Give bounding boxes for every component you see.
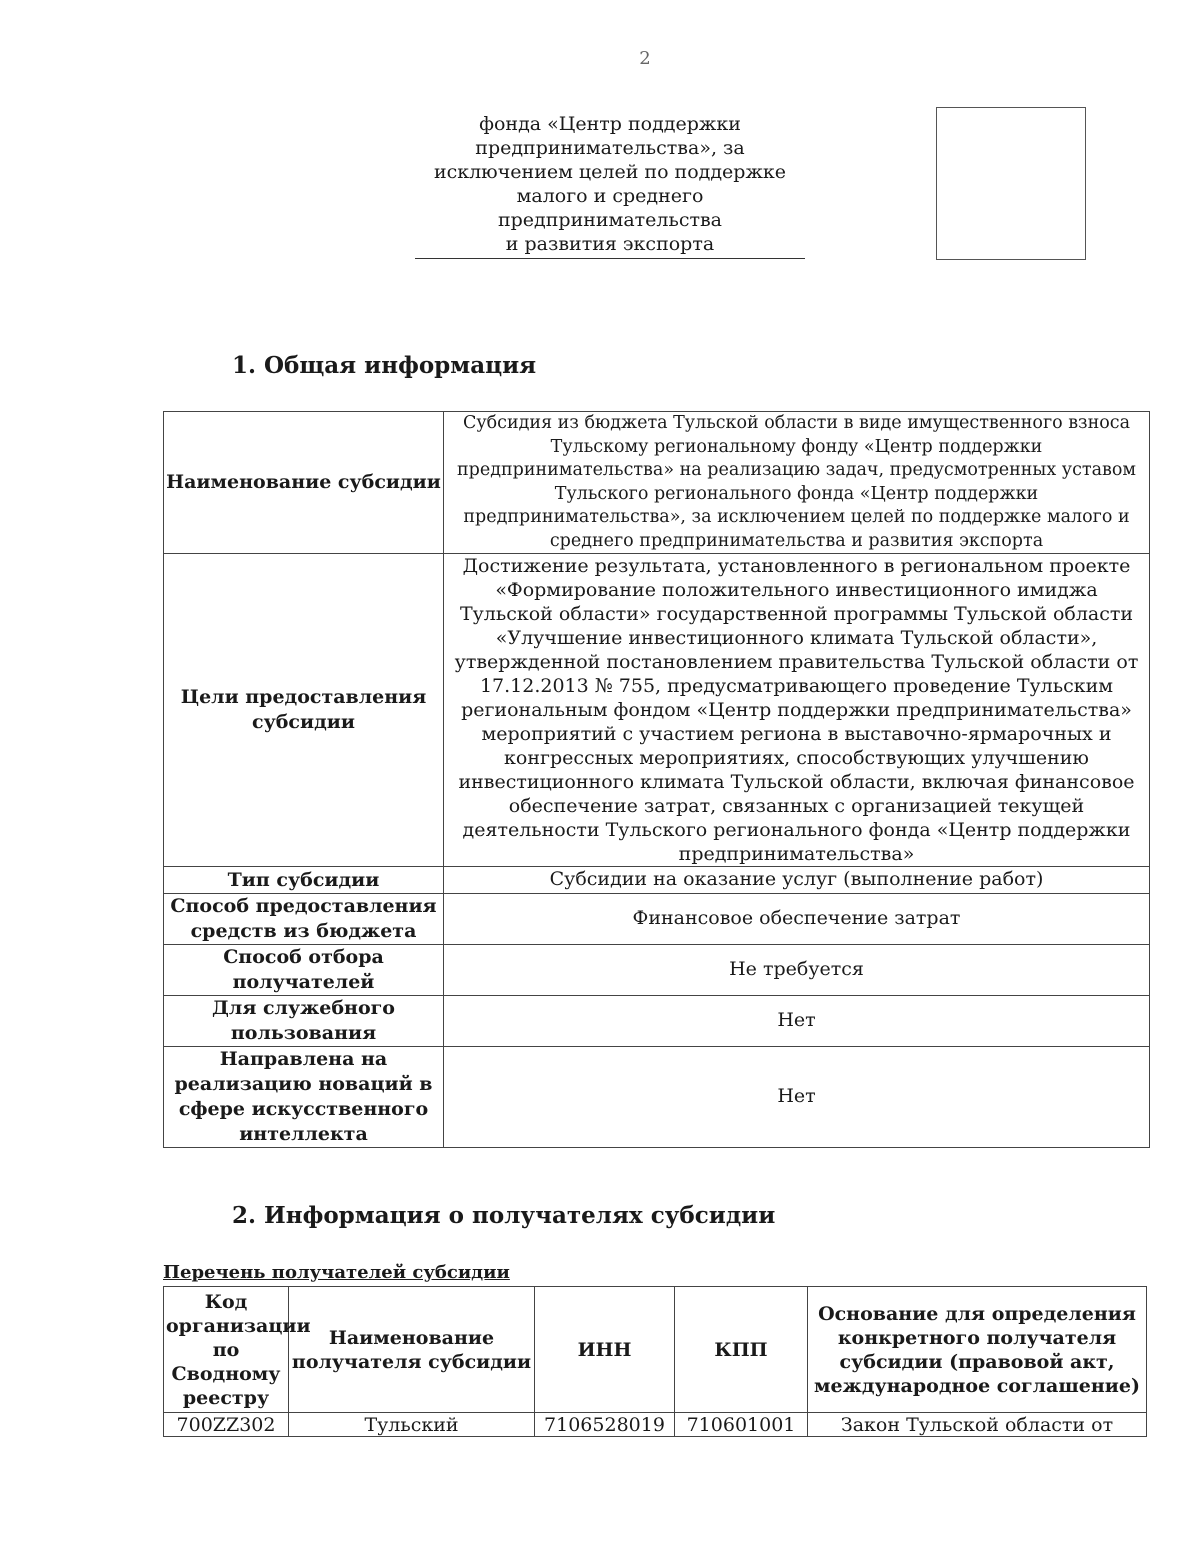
table-row bbox=[164, 554, 1150, 867]
cell-basis: Закон Тульской области от bbox=[808, 1413, 1147, 1437]
row-label: Наименование субсидии bbox=[164, 412, 444, 554]
code-box bbox=[936, 107, 1086, 260]
table-header-row bbox=[164, 1287, 1147, 1413]
section-1-title: 1. Общая информация bbox=[232, 352, 537, 379]
column-header-inn: ИНН bbox=[535, 1287, 675, 1413]
section-2-title: 2. Информация о получателях субсидии bbox=[232, 1202, 776, 1229]
header-line: исключением целей по поддержке bbox=[433, 161, 787, 183]
row-value: Субсидия из бюджета Тульской области в виде имущественного взноса Тульскому региональному фонду «Центр поддержки предпринимательства» на реализацию задач, предусмотренных уставом Тульского регионального фонда «Центр поддержки предпринимательства», за исключением целей по поддержке малого и среднего предпринимательства и развития экспорта bbox=[444, 412, 1150, 554]
row-label: Цели предоставления субсидии bbox=[164, 554, 444, 867]
column-header-basis: Основание для определения конкретного получателя субсидии (правовой акт, международное соглашение) bbox=[808, 1287, 1147, 1413]
page-number: 2 bbox=[639, 48, 651, 69]
column-header-name: Наименование получателя субсидии bbox=[289, 1287, 535, 1413]
row-label: Способ отбора получателей bbox=[164, 945, 444, 996]
row-value: Нет bbox=[444, 996, 1150, 1047]
cell-code: 700ZZ302 bbox=[164, 1413, 289, 1437]
cell-name: Тульский bbox=[289, 1413, 535, 1437]
column-header-code: Код организации по Сводному реестру bbox=[164, 1287, 289, 1413]
recipients-table bbox=[163, 1286, 1147, 1437]
table-row bbox=[164, 996, 1150, 1047]
row-label: Тип субсидии bbox=[164, 867, 444, 894]
row-value: Достижение результата, установленного в региональном проекте «Формирование положительного инвестиционного имиджа Тульской области» государственной программы Тульской области «Улучшение инвестиционного климата Тульской области», утвержденной постановлением правительства Тульской области от 17.12.2013 № 755, предусматривающего проведение Тульским региональным фондом «Центр поддержки предпринимательства» мероприятий с участием региона в выставочно-ярмарочных и конгрессных мероприятиях, способствующих улучшению инвестиционного климата Тульской области, включая финансовое обеспечение затрат, связанных с организацией текущей деятельности Тульского регионального фонда «Центр поддержки предпринимательства» bbox=[444, 554, 1150, 867]
table-row bbox=[164, 867, 1150, 894]
row-value: Нет bbox=[444, 1047, 1150, 1148]
row-label: Для служебного пользования bbox=[164, 996, 444, 1047]
table-row bbox=[164, 412, 1150, 554]
table-row bbox=[164, 1413, 1147, 1437]
header-line: предпринимательства», за bbox=[475, 137, 745, 159]
header-line: малого и среднего bbox=[516, 185, 704, 207]
header-line: предпринимательства bbox=[497, 209, 723, 231]
header-line: и развития экспорта bbox=[505, 233, 715, 255]
row-value: Финансовое обеспечение затрат bbox=[444, 894, 1150, 945]
row-value: Не требуется bbox=[444, 945, 1150, 996]
header-line: фонда «Центр поддержки bbox=[479, 113, 741, 135]
table-row bbox=[164, 945, 1150, 996]
row-label: Направлена на реализацию новаций в сфере искусственного интеллекта bbox=[164, 1047, 444, 1148]
cell-kpp: 710601001 bbox=[675, 1413, 808, 1437]
column-header-kpp: КПП bbox=[675, 1287, 808, 1413]
recipients-list-caption: Перечень получателей субсидии bbox=[163, 1262, 510, 1283]
row-label: Способ предоставления средств из бюджета bbox=[164, 894, 444, 945]
row-value: Субсидии на оказание услуг (выполнение работ) bbox=[444, 867, 1150, 894]
table-row bbox=[164, 1047, 1150, 1148]
general-info-table bbox=[163, 411, 1150, 1148]
cell-inn: 7106528019 bbox=[535, 1413, 675, 1437]
document-title-continuation bbox=[415, 112, 805, 259]
table-row bbox=[164, 894, 1150, 945]
